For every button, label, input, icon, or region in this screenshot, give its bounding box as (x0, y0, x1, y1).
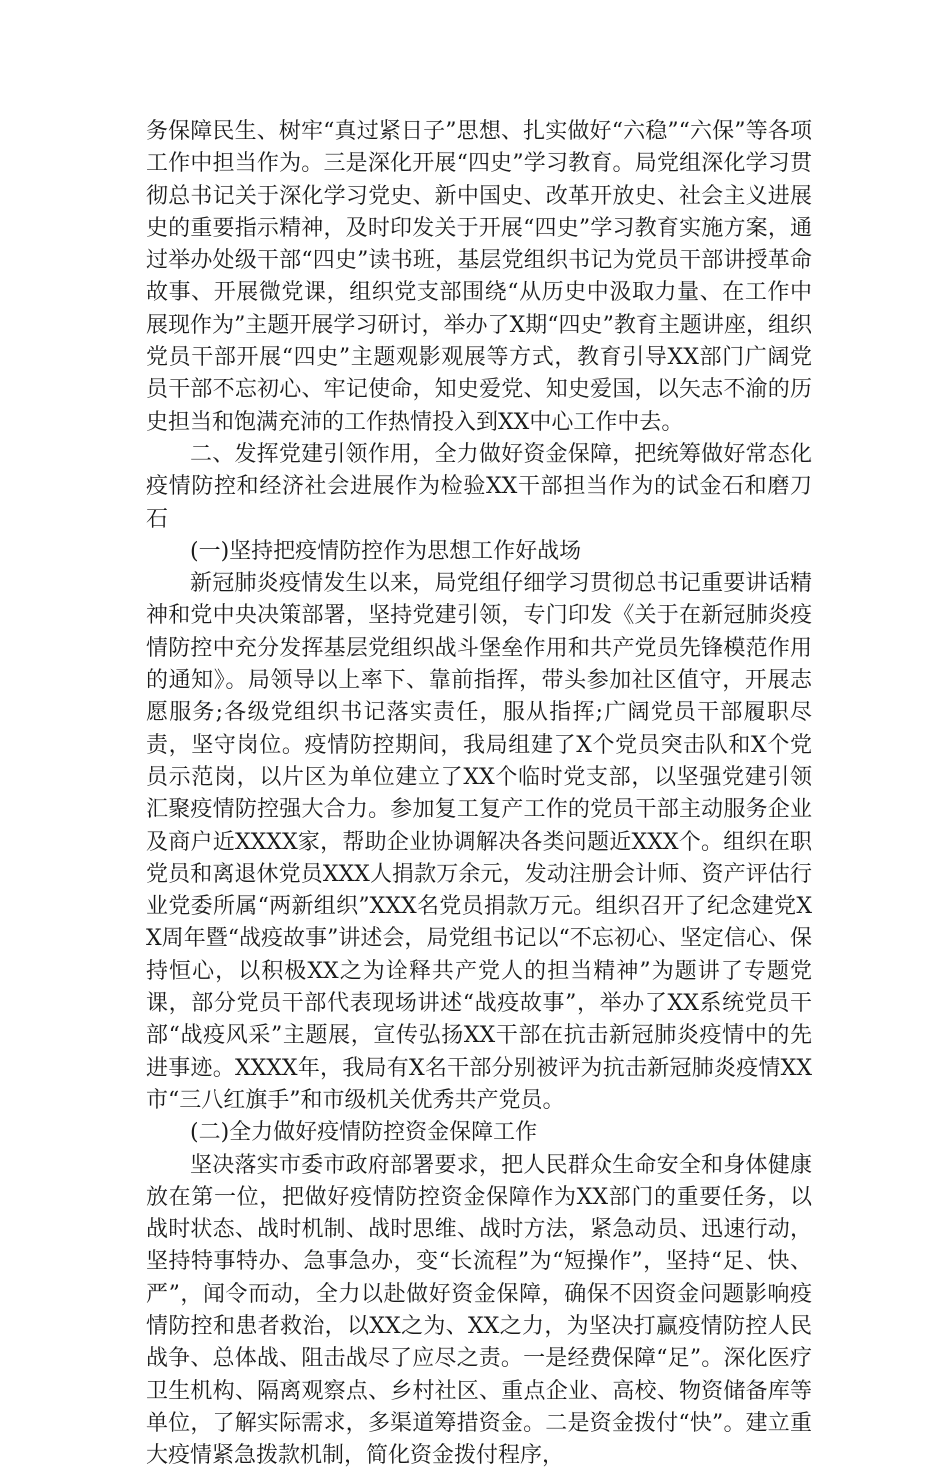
paragraph-funding-guarantee: 坚决落实市委市政府部署要求，把人民群众生命安全和身体健康放在第一位，把做好疫情防控资金保障作为XX部门的重要任务，以战时状态、战时机制、战时思维、战时方法，紧急动员、迅速行动，坚持特事特办、急事急办，变“长流程”为“短操作”，坚持“足、快、严”，闻令而动，全力以赴做好资金保障，确保不因资金问题影响疫情防控和患者救治，以XX之为、XX之力，为坚决打赢疫情防控人民战争、总体战、阻击战尽了应尽之责。一是经费保障“足”。深化医疗卫生机构、隔离观察点、乡村社区、重点企业、高校、物资储备库等单位，了解实际需求，多渠道筹措资金。二是资金拨付“快”。建立重大疫情紧急拨款机制，简化资金拨付程序， (146, 1150, 812, 1472)
document-page (146, 116, 812, 1472)
paragraph-epidemic-party-building: 新冠肺炎疫情发生以来，局党组仔细学习贯彻总书记重要讲话精神和党中央决策部署，坚持党建引领，专门印发《关于在新冠肺炎疫情防控中充分发挥基层党组织战斗堡垒作用和共产党员先锋模范作用的通知》。局领导以上率下、靠前指挥，带头参加社区值守，开展志愿服务;各级党组织书记落实责任，服从指挥;广阔党员干部履职尽责，坚守岗位。疫情防控期间，我局组建了X个党员突击队和X个党员示范岗，以片区为单位建立了XX个临时党支部，以坚强党建引领汇聚疫情防控强大合力。参加复工复产工作的党员干部主动服务企业及商户近XXXX家，帮助企业协调解决各类问题近XXX个。组织在职党员和离退休党员XXX人捐款万余元，发动注册会计师、资产评估行业党委所属“两新组织”XXX名党员捐款万元。组织召开了纪念建党XX周年暨“战疫故事”讲述会，局党组书记以“不忘初心、坚定信心、保持恒心，以积极XX之为诠释共产党人的担当精神”为题讲了专题党课，部分党员干部代表现场讲述“战疫故事”，举办了XX系统党员干部“战疫风采”主题展，宣传弘扬XX干部在抗击新冠肺炎疫情中的先进事迹。XXXX年，我局有X名干部分别被评为抗击新冠肺炎疫情XX市“三八红旗手”和市级机关优秀共产党员。 (146, 568, 812, 1117)
subheading-one: (一)坚持把疫情防控作为思想工作好战场 (146, 536, 812, 568)
subheading-two: (二)全力做好疫情防控资金保障工作 (146, 1117, 812, 1149)
paragraph-continuation: 务保障民生、树牢“真过紧日子”思想、扎实做好“六稳”“六保”等各项工作中担当作为。三是深化开展“四史”学习教育。局党组深化学习贯彻总书记关于深化学习党史、新中国史、改革开放史、社会主义进展史的重要指示精神，及时印发关于开展“四史”学习教育实施方案，通过举办处级干部“四史”读书班，基层党组织书记为党员干部讲授革命故事、开展微党课，组织党支部围绕“从历史中汲取力量、在工作中展现作为”主题开展学习研讨，举办了X期“四史”教育主题讲座，组织党员干部开展“四史”主题观影观展等方式，教育引导XX部门广阔党员干部不忘初心、牢记使命，知史爱党、知史爱国，以矢志不渝的历史担当和饱满充沛的工作热情投入到XX中心工作中去。 (146, 116, 812, 439)
section-heading-two: 二、发挥党建引领作用，全力做好资金保障，把统筹做好常态化疫情防控和经济社会进展作为检验XX干部担当作为的试金石和磨刀石 (146, 439, 812, 536)
